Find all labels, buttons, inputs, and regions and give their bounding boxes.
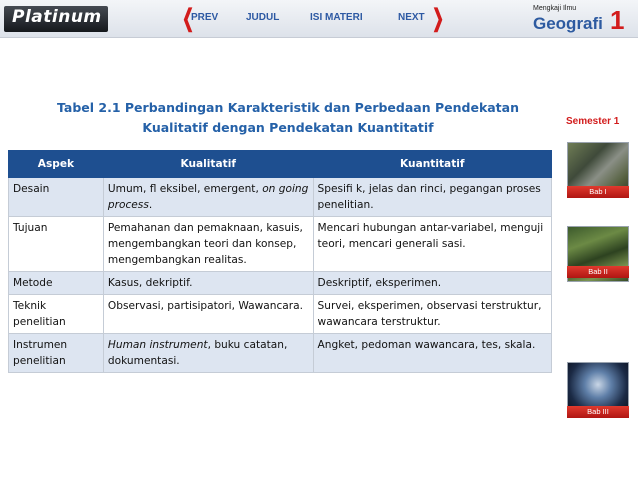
cell-aspek: Desain [9, 178, 104, 217]
cell-kuantitatif: Spesifi k, jelas dan rinci, pegangan proses penelitian. [313, 178, 551, 217]
bab-2-button[interactable]: Bab II [567, 266, 629, 278]
table-row [9, 295, 552, 334]
brand-number: 1 [610, 5, 625, 35]
cell-kuantitatif: Mencari hubungan antar-variabel, menguji teori, mencari generali sasi. [313, 217, 551, 272]
table-row [9, 178, 552, 217]
header-kualitatif: Kualitatif [103, 151, 313, 178]
cell-aspek: Instrumen penelitian [9, 334, 104, 373]
bab-1-button[interactable]: Bab I [567, 186, 629, 198]
table-title-line1: Tabel 2.1 Perbandingan Karakteristik dan Perbedaan Pendekatan [56, 100, 519, 115]
cell-aspek: Teknik penelitian [9, 295, 104, 334]
cell-kualitatif: Observasi, partisipatori, Wawancara. [103, 295, 313, 334]
brand-tagline: Mengkaji Ilmu [533, 5, 577, 12]
cell-aspek: Metode [9, 272, 104, 295]
cell-aspek: Tujuan [9, 217, 104, 272]
cell-kualitatif: Kasus, dekriptif. [103, 272, 313, 295]
table-header-row [9, 151, 552, 178]
comparison-table [8, 150, 552, 373]
cell-kuantitatif: Survei, eksperimen, observasi terstruktur, wawancara terstruktur. [313, 295, 551, 334]
cell-kuantitatif: Angket, pedoman wawancara, tes, skala. [313, 334, 551, 373]
cell-text: . [148, 199, 153, 211]
table-title-line2: Kualitatif dengan Pendekatan Kuantitatif [142, 120, 434, 135]
bab-3-button[interactable]: Bab III [567, 406, 629, 418]
chevron-left-icon[interactable]: ❮ [182, 5, 195, 32]
cell-italic-text: Human instrument [107, 339, 208, 351]
table-row [9, 217, 552, 272]
next-link[interactable]: NEXT [398, 12, 425, 23]
semester-label: Semester 1 [566, 116, 620, 127]
table-title [38, 98, 538, 138]
prev-link[interactable]: PREV [191, 12, 219, 23]
chevron-right-icon[interactable]: ❯ [432, 5, 445, 32]
cell-kualitatif [103, 334, 313, 373]
cell-kualitatif: Pemahanan dan pemaknaan, kasuis, mengembangkan teori dan konsep, mengembangkan realitas. [103, 217, 313, 272]
cell-kualitatif [103, 178, 313, 217]
header-aspek: Aspek [9, 151, 104, 178]
platinum-logo [4, 6, 108, 32]
cell-text: Umum, fl eksibel, emergent, [107, 183, 259, 195]
table-row [9, 334, 552, 373]
cell-italic-text: on going process [107, 183, 309, 211]
chapter-sidebar [560, 104, 638, 479]
cell-kuantitatif: Deskriptif, eksperimen. [313, 272, 551, 295]
isi-materi-link[interactable]: ISI MATERI [310, 12, 363, 23]
judul-link[interactable]: JUDUL [246, 12, 280, 23]
table-row [9, 272, 552, 295]
top-navigation-bar [0, 0, 638, 38]
logo-text: Platinum [12, 7, 102, 27]
header-kuantitatif: Kuantitatif [313, 151, 551, 178]
brand-name: Geografi [533, 14, 603, 33]
cell-text: , buku catatan, dokumentasi. [107, 339, 288, 367]
